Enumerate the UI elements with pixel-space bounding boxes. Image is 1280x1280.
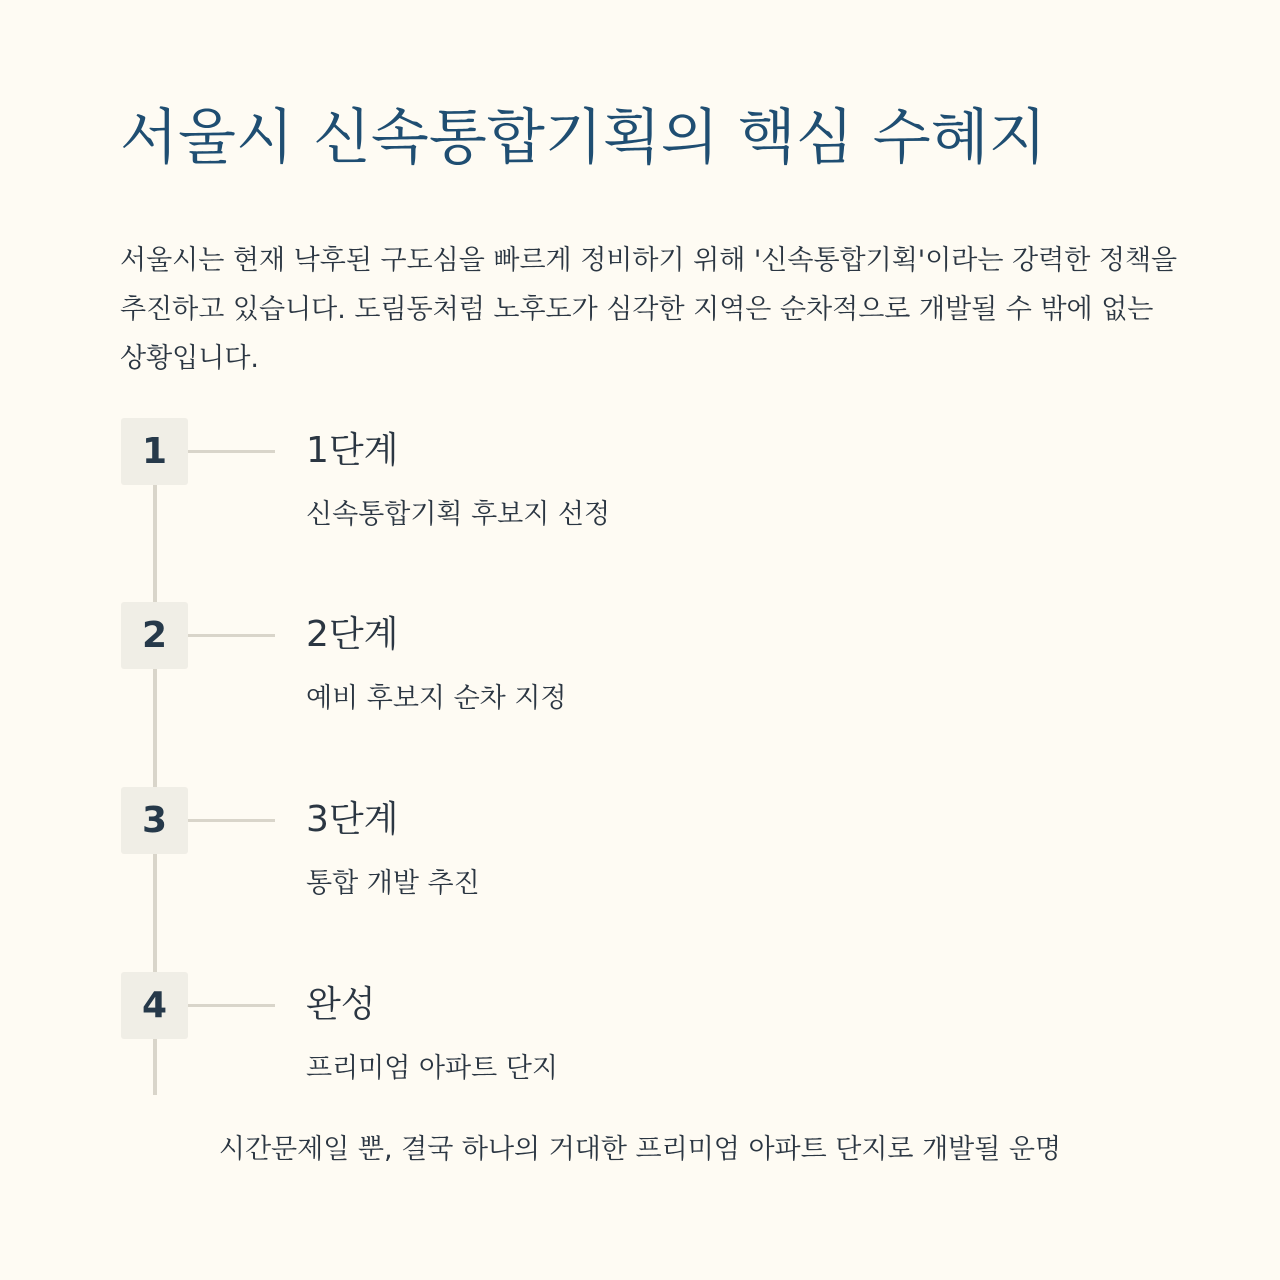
step-description: 신속통합기획 후보지 선정 <box>306 499 611 530</box>
step-number-badge: 2 <box>121 602 188 669</box>
timeline-step-2 <box>0 602 1280 742</box>
step-number-badge: 4 <box>121 972 188 1039</box>
timeline-step-4 <box>0 972 1280 1112</box>
step-title: 3단계 <box>306 799 399 840</box>
step-description: 통합 개발 추진 <box>306 868 480 899</box>
step-connector-line <box>188 450 275 453</box>
step-title: 1단계 <box>306 430 399 471</box>
timeline-step-3 <box>0 787 1280 927</box>
step-title: 완성 <box>306 984 376 1025</box>
page-title: 서울시 신속통합기획의 핵심 수혜지 <box>120 103 1047 173</box>
step-title: 2단계 <box>306 614 399 655</box>
step-connector-line <box>188 634 275 637</box>
step-description: 예비 후보지 순차 지정 <box>306 683 567 714</box>
step-number-badge: 1 <box>121 418 188 485</box>
step-number-badge: 3 <box>121 787 188 854</box>
conclusion-text: 시간문제일 뿐, 결국 하나의 거대한 프리미엄 아파트 단지로 개발될 운명 <box>218 1134 1062 1165</box>
step-description: 프리미엄 아파트 단지 <box>306 1053 558 1084</box>
timeline-step-1 <box>0 418 1280 558</box>
step-connector-line <box>188 1004 275 1007</box>
step-connector-line <box>188 819 275 822</box>
intro-paragraph: 서울시는 현재 낙후된 구도심을 빠르게 정비하기 위해 '신속통합기획'이라는 강력한 정책을 추진하고 있습니다. 도림동처럼 노후도가 심각한 지역은 순차적으로 개발될 수 밖에 없는 상황입니다. <box>120 245 1178 374</box>
